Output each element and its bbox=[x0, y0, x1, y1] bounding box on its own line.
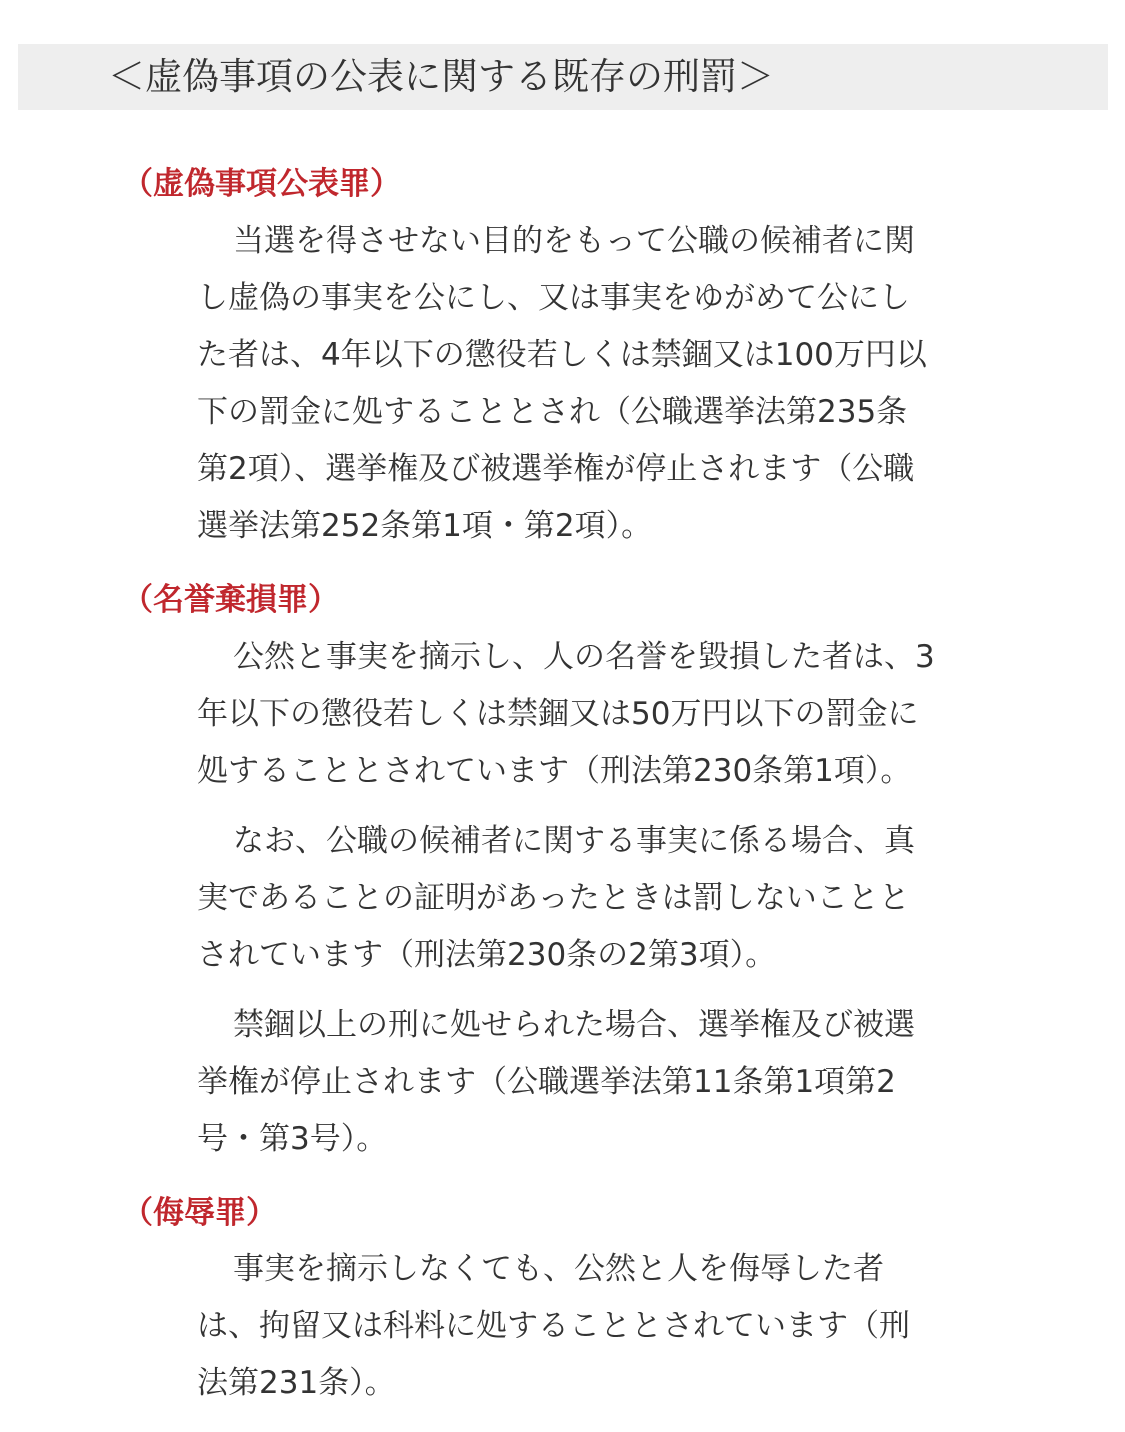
text-line: 禁錮以上の刑に処せられた場合、選挙権及び被選 bbox=[233, 1007, 915, 1043]
text-line: た者は、4年以下の懲役若しくは禁錮又は100万円以 bbox=[197, 337, 927, 373]
title-bar bbox=[18, 44, 1108, 110]
paragraph-defamation-3 bbox=[197, 997, 1057, 1168]
text-line: 当選を得させない目的をもって公職の候補者に関 bbox=[233, 223, 915, 259]
paragraph-false-statement bbox=[197, 213, 1057, 555]
text-line: 選挙法第252条第1項・第2項）。 bbox=[197, 508, 653, 544]
text-line: されています（刑法第230条の2第3項）。 bbox=[197, 937, 777, 973]
text-line: 号・第3号）。 bbox=[197, 1121, 388, 1157]
text-line: し虚偽の事実を公にし、又は事実をゆがめて公にし bbox=[197, 280, 910, 316]
section-heading-defamation: （名誉棄損罪） bbox=[122, 582, 339, 618]
text-line: 年以下の懲役若しくは禁錮又は50万円以下の罰金に bbox=[197, 696, 919, 732]
paragraph-defamation-1 bbox=[197, 629, 1057, 800]
text-line: 第2項）、選挙権及び被選挙権が停止されます（公職 bbox=[197, 451, 915, 487]
text-line: 下の罰金に処することとされ（公職選挙法第235条 bbox=[197, 394, 908, 430]
paragraph-defamation-2 bbox=[197, 813, 1057, 984]
text-line: 公然と事実を摘示し、人の名誉を毀損した者は、3 bbox=[233, 639, 935, 675]
text-line: 実であることの証明があったときは罰しないことと bbox=[197, 880, 910, 916]
text-line: 処することとされています（刑法第230条第1項）。 bbox=[197, 753, 912, 789]
text-line: 法第231条）。 bbox=[197, 1365, 396, 1401]
text-line: 事実を摘示しなくても、公然と人を侮辱した者 bbox=[233, 1251, 884, 1287]
section-heading-insult: （侮辱罪） bbox=[122, 1195, 277, 1231]
text-line: 挙権が停止されます（公職選挙法第11条第1項第2 bbox=[197, 1064, 896, 1100]
text-line: なお、公職の候補者に関する事実に係る場合、真 bbox=[233, 823, 915, 859]
text-line: は、拘留又は科料に処することとされています（刑 bbox=[197, 1308, 910, 1344]
page-title: ＜虚偽事項の公表に関する既存の刑罰＞ bbox=[108, 55, 774, 98]
section-heading-false-statement: （虚偽事項公表罪） bbox=[122, 166, 401, 202]
paragraph-insult bbox=[197, 1241, 1057, 1412]
